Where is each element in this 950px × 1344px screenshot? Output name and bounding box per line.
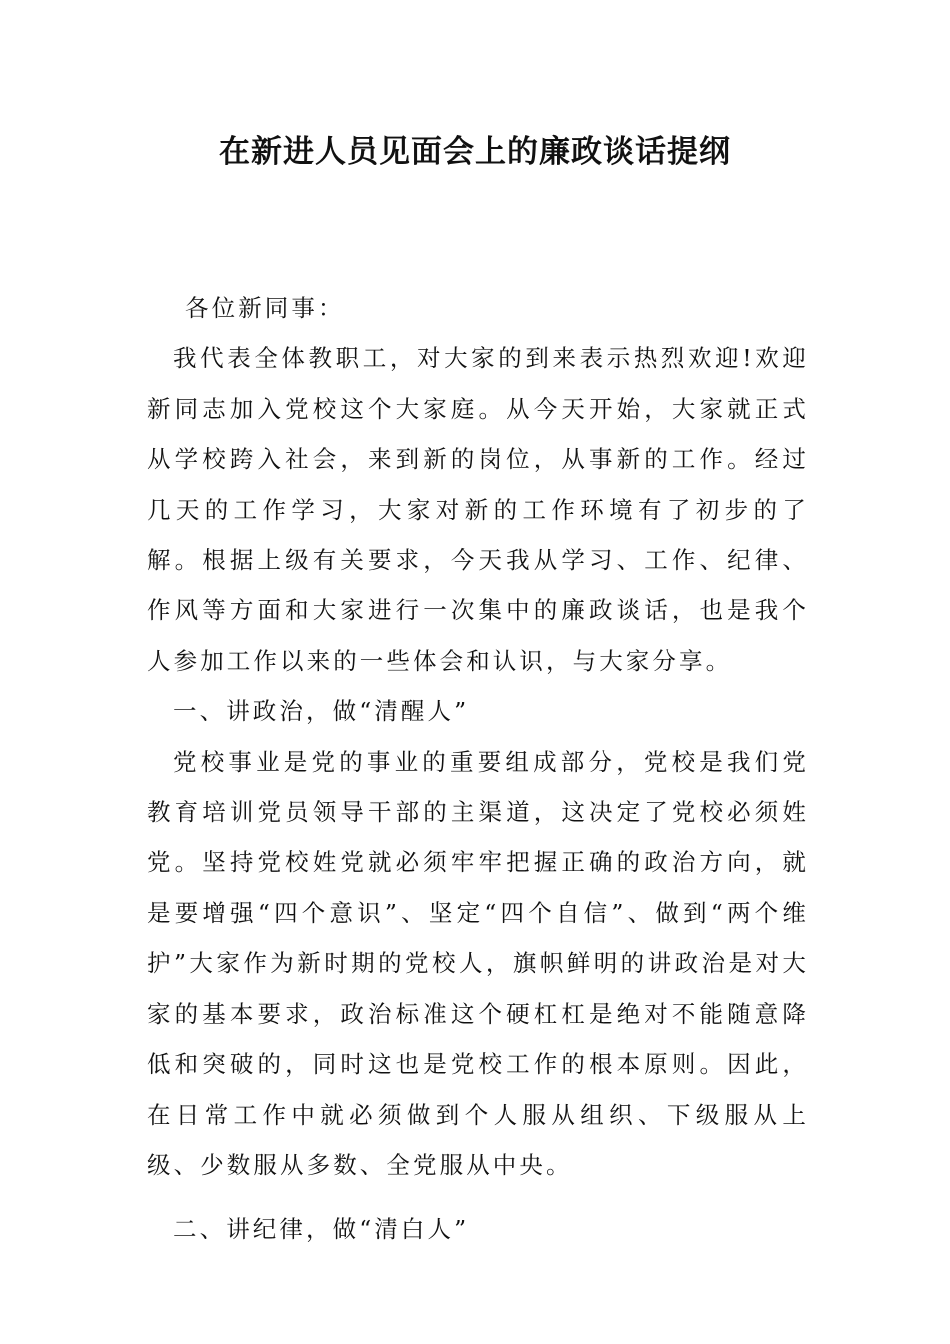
paragraph-welcome: 我代表全体教职工，对大家的到来表示热烈欢迎!欢迎新同志加入党校这个大家庭。从今天开始，大家就正式从学校跨入社会，来到新的岗位，从事新的工作。经过几天的工作学习，大家对新的工作环境有了初步的了解。根据上级有关要求，今天我从学习、工作、纪律、作风等方面和大家进行一次集中的廉政谈话，也是我个人参加工作以来的一些体会和认识，与大家分享。: [147, 344, 809, 675]
section-heading-2: 二、讲纪律，做“清白人”: [173, 1215, 470, 1244]
document-title: 在新进人员见面会上的廉政谈话提纲: [219, 134, 731, 170]
salutation: 各位新同事：: [185, 294, 345, 322]
document-body: [147, 283, 809, 1255]
section-heading-1: 一、讲政治，做“清醒人”: [173, 697, 470, 726]
paragraph-politics: 党校事业是党的事业的重要组成部分，党校是我们党教育培训党员领导干部的主渠道，这决定了党校必须姓党。坚持党校姓党就必须牢牢把握正确的政治方向，就是要增强“四个意识”、坚定“四个自信”、做到“两个维护”大家作为新时期的党校人，旗帜鲜明的讲政治是对大家的基本要求，政治标准这个硬杠杠是绝对不能随意降低和突破的，同时这也是党校工作的根本原则。因此，在日常工作中就必须做到个人服从组织、下级服从上级、少数服从多数、全党服从中央。: [147, 747, 809, 1179]
